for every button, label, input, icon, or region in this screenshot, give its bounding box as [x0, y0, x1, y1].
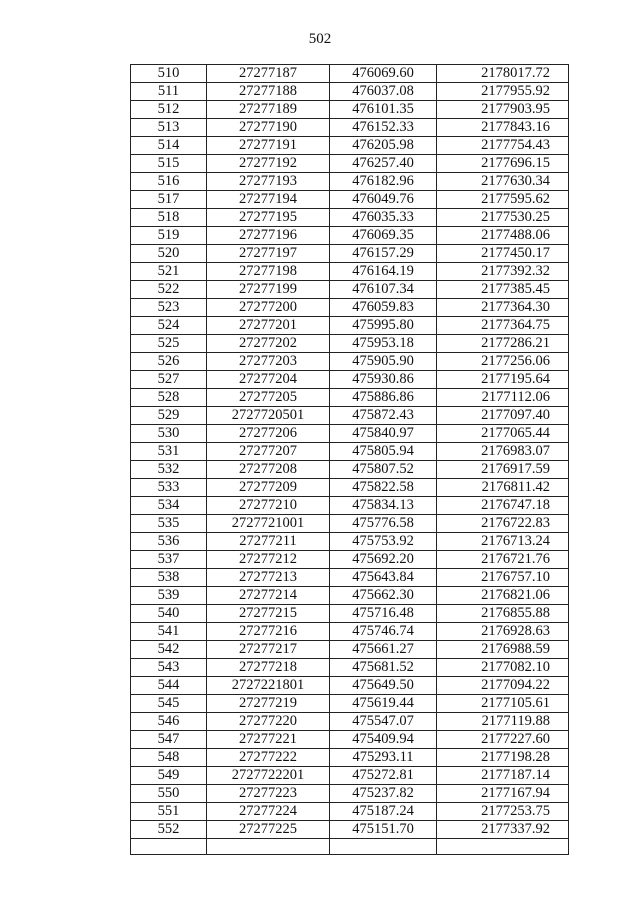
y-coordinate-cell: 2177097.40	[437, 407, 569, 425]
x-coordinate-cell: 475692.20	[330, 551, 437, 569]
x-coordinate-cell: 475834.13	[330, 497, 437, 515]
point-id-cell: 2727221801	[207, 677, 330, 695]
y-coordinate-cell: 2176722.83	[437, 515, 569, 533]
table-row	[131, 389, 569, 407]
x-coordinate-cell: 475930.86	[330, 371, 437, 389]
table-row	[131, 497, 569, 515]
empty-row	[131, 839, 569, 855]
point-number-cell: 518	[131, 209, 207, 227]
page-number: 502	[308, 31, 332, 47]
point-number-cell: 514	[131, 137, 207, 155]
point-number-cell: 550	[131, 785, 207, 803]
x-coordinate-cell: 475776.58	[330, 515, 437, 533]
point-number-cell: 540	[131, 605, 207, 623]
x-coordinate-cell: 476101.35	[330, 101, 437, 119]
table-row	[131, 533, 569, 551]
table-row	[131, 749, 569, 767]
y-coordinate-cell: 2176988.59	[437, 641, 569, 659]
y-coordinate-cell: 2177119.88	[437, 713, 569, 731]
point-id-cell: 27277197	[207, 245, 330, 263]
point-id-cell: 27277218	[207, 659, 330, 677]
coordinates-table	[130, 64, 569, 855]
point-number-cell: 541	[131, 623, 207, 641]
y-coordinate-cell: 2177167.94	[437, 785, 569, 803]
table-row	[131, 227, 569, 245]
table-row	[131, 623, 569, 641]
x-coordinate-cell: 475681.52	[330, 659, 437, 677]
point-number-cell: 512	[131, 101, 207, 119]
table-row	[131, 731, 569, 749]
table-row	[131, 335, 569, 353]
x-coordinate-cell: 475753.92	[330, 533, 437, 551]
point-number-cell: 542	[131, 641, 207, 659]
y-coordinate-cell: 2176821.06	[437, 587, 569, 605]
point-number-cell: 516	[131, 173, 207, 191]
point-number-cell: 529	[131, 407, 207, 425]
x-coordinate-cell: 476257.40	[330, 155, 437, 173]
y-coordinate-cell: 2177256.06	[437, 353, 569, 371]
y-coordinate-cell: 2176917.59	[437, 461, 569, 479]
y-coordinate-cell: 2177955.92	[437, 83, 569, 101]
point-id-cell: 27277196	[207, 227, 330, 245]
table-row	[131, 713, 569, 731]
point-number-cell: 523	[131, 299, 207, 317]
x-coordinate-cell: 475151.70	[330, 821, 437, 839]
x-coordinate-cell: 475662.30	[330, 587, 437, 605]
y-coordinate-cell: 2177364.75	[437, 317, 569, 335]
x-coordinate-cell: 476069.35	[330, 227, 437, 245]
table-row	[131, 821, 569, 839]
x-coordinate-cell: 476059.83	[330, 299, 437, 317]
point-number-cell: 543	[131, 659, 207, 677]
table-row	[131, 245, 569, 263]
point-number-cell: 531	[131, 443, 207, 461]
x-coordinate-cell: 476205.98	[330, 137, 437, 155]
point-number-cell: 537	[131, 551, 207, 569]
point-id-cell: 27277217	[207, 641, 330, 659]
point-id-cell: 27277203	[207, 353, 330, 371]
y-coordinate-cell: 2177843.16	[437, 119, 569, 137]
table-row	[131, 515, 569, 533]
point-id-cell: 27277192	[207, 155, 330, 173]
table-row	[131, 569, 569, 587]
y-coordinate-cell: 2177754.43	[437, 137, 569, 155]
empty-cell	[330, 839, 437, 855]
y-coordinate-cell: 2177198.28	[437, 749, 569, 767]
point-id-cell: 27277223	[207, 785, 330, 803]
point-number-cell: 528	[131, 389, 207, 407]
point-id-cell: 27277213	[207, 569, 330, 587]
x-coordinate-cell: 475995.80	[330, 317, 437, 335]
y-coordinate-cell: 2177903.95	[437, 101, 569, 119]
point-id-cell: 27277198	[207, 263, 330, 281]
table-row	[131, 677, 569, 695]
x-coordinate-cell: 475547.07	[330, 713, 437, 731]
y-coordinate-cell: 2177253.75	[437, 803, 569, 821]
table-row	[131, 767, 569, 785]
x-coordinate-cell: 475237.82	[330, 785, 437, 803]
point-number-cell: 513	[131, 119, 207, 137]
point-id-cell: 27277190	[207, 119, 330, 137]
point-id-cell: 27277201	[207, 317, 330, 335]
point-number-cell: 539	[131, 587, 207, 605]
point-id-cell: 27277205	[207, 389, 330, 407]
y-coordinate-cell: 2176721.76	[437, 551, 569, 569]
point-id-cell: 27277191	[207, 137, 330, 155]
y-coordinate-cell: 2177530.25	[437, 209, 569, 227]
point-id-cell: 27277219	[207, 695, 330, 713]
point-number-cell: 521	[131, 263, 207, 281]
point-number-cell: 510	[131, 65, 207, 83]
empty-cell	[437, 839, 569, 855]
y-coordinate-cell: 2176747.18	[437, 497, 569, 515]
point-id-cell: 27277220	[207, 713, 330, 731]
x-coordinate-cell: 475649.50	[330, 677, 437, 695]
point-id-cell: 27277211	[207, 533, 330, 551]
table-row	[131, 371, 569, 389]
table-row	[131, 641, 569, 659]
point-id-cell: 27277215	[207, 605, 330, 623]
point-number-cell: 544	[131, 677, 207, 695]
table-row	[131, 155, 569, 173]
table-row	[131, 281, 569, 299]
x-coordinate-cell: 476035.33	[330, 209, 437, 227]
table-row	[131, 101, 569, 119]
x-coordinate-cell: 475187.24	[330, 803, 437, 821]
point-number-cell: 527	[131, 371, 207, 389]
point-number-cell: 536	[131, 533, 207, 551]
point-id-cell: 27277193	[207, 173, 330, 191]
table-row	[131, 407, 569, 425]
table-row	[131, 659, 569, 677]
point-number-cell: 538	[131, 569, 207, 587]
y-coordinate-cell: 2176983.07	[437, 443, 569, 461]
coordinates-table-body	[131, 65, 569, 855]
point-number-cell: 530	[131, 425, 207, 443]
point-number-cell: 546	[131, 713, 207, 731]
table-row	[131, 317, 569, 335]
point-id-cell: 27277189	[207, 101, 330, 119]
x-coordinate-cell: 475293.11	[330, 749, 437, 767]
x-coordinate-cell: 476037.08	[330, 83, 437, 101]
x-coordinate-cell: 475272.81	[330, 767, 437, 785]
x-coordinate-cell: 476107.34	[330, 281, 437, 299]
point-number-cell: 511	[131, 83, 207, 101]
table-row	[131, 209, 569, 227]
y-coordinate-cell: 2177450.17	[437, 245, 569, 263]
point-id-cell: 27277188	[207, 83, 330, 101]
point-id-cell: 27277221	[207, 731, 330, 749]
x-coordinate-cell: 475746.74	[330, 623, 437, 641]
point-number-cell: 525	[131, 335, 207, 353]
x-coordinate-cell: 476049.76	[330, 191, 437, 209]
point-id-cell: 27277224	[207, 803, 330, 821]
point-number-cell: 545	[131, 695, 207, 713]
x-coordinate-cell: 475661.27	[330, 641, 437, 659]
y-coordinate-cell: 2177195.64	[437, 371, 569, 389]
x-coordinate-cell: 476182.96	[330, 173, 437, 191]
point-id-cell: 27277194	[207, 191, 330, 209]
x-coordinate-cell: 475805.94	[330, 443, 437, 461]
x-coordinate-cell: 476152.33	[330, 119, 437, 137]
y-coordinate-cell: 2177112.06	[437, 389, 569, 407]
point-number-cell: 535	[131, 515, 207, 533]
table-row	[131, 299, 569, 317]
point-number-cell: 524	[131, 317, 207, 335]
y-coordinate-cell: 2177392.32	[437, 263, 569, 281]
point-id-cell: 27277199	[207, 281, 330, 299]
point-number-cell: 551	[131, 803, 207, 821]
point-number-cell: 517	[131, 191, 207, 209]
point-id-cell: 27277200	[207, 299, 330, 317]
y-coordinate-cell: 2177286.21	[437, 335, 569, 353]
y-coordinate-cell: 2176855.88	[437, 605, 569, 623]
table-row	[131, 695, 569, 713]
y-coordinate-cell: 2177630.34	[437, 173, 569, 191]
point-number-cell: 548	[131, 749, 207, 767]
point-number-cell: 519	[131, 227, 207, 245]
table-row	[131, 173, 569, 191]
table-row	[131, 263, 569, 281]
y-coordinate-cell: 2177696.15	[437, 155, 569, 173]
table-row	[131, 65, 569, 83]
point-id-cell: 27277225	[207, 821, 330, 839]
point-number-cell: 515	[131, 155, 207, 173]
x-coordinate-cell: 475807.52	[330, 461, 437, 479]
point-number-cell: 533	[131, 479, 207, 497]
point-number-cell: 549	[131, 767, 207, 785]
y-coordinate-cell: 2176811.42	[437, 479, 569, 497]
point-id-cell: 2727722201	[207, 767, 330, 785]
point-number-cell: 520	[131, 245, 207, 263]
table-row	[131, 137, 569, 155]
empty-cell	[131, 839, 207, 855]
y-coordinate-cell: 2177385.45	[437, 281, 569, 299]
x-coordinate-cell: 475409.94	[330, 731, 437, 749]
point-id-cell: 2727721001	[207, 515, 330, 533]
x-coordinate-cell: 475872.43	[330, 407, 437, 425]
x-coordinate-cell: 476157.29	[330, 245, 437, 263]
empty-cell	[207, 839, 330, 855]
y-coordinate-cell: 2177187.14	[437, 767, 569, 785]
table-row	[131, 551, 569, 569]
x-coordinate-cell: 475822.58	[330, 479, 437, 497]
x-coordinate-cell: 475905.90	[330, 353, 437, 371]
table-row	[131, 191, 569, 209]
point-id-cell: 27277202	[207, 335, 330, 353]
y-coordinate-cell: 2176757.10	[437, 569, 569, 587]
table-row	[131, 443, 569, 461]
table-row	[131, 353, 569, 371]
x-coordinate-cell: 475886.86	[330, 389, 437, 407]
table-row	[131, 803, 569, 821]
table-row	[131, 83, 569, 101]
y-coordinate-cell: 2176713.24	[437, 533, 569, 551]
point-number-cell: 532	[131, 461, 207, 479]
y-coordinate-cell: 2177105.61	[437, 695, 569, 713]
point-id-cell: 2727720501	[207, 407, 330, 425]
x-coordinate-cell: 475619.44	[330, 695, 437, 713]
table-row	[131, 785, 569, 803]
x-coordinate-cell: 475716.48	[330, 605, 437, 623]
point-id-cell: 27277210	[207, 497, 330, 515]
x-coordinate-cell: 476069.60	[330, 65, 437, 83]
point-id-cell: 27277222	[207, 749, 330, 767]
point-id-cell: 27277208	[207, 461, 330, 479]
table-row	[131, 119, 569, 137]
y-coordinate-cell: 2177094.22	[437, 677, 569, 695]
point-id-cell: 27277214	[207, 587, 330, 605]
point-number-cell: 547	[131, 731, 207, 749]
x-coordinate-cell: 476164.19	[330, 263, 437, 281]
point-id-cell: 27277216	[207, 623, 330, 641]
y-coordinate-cell: 2177065.44	[437, 425, 569, 443]
table-row	[131, 605, 569, 623]
table-row	[131, 479, 569, 497]
y-coordinate-cell: 2178017.72	[437, 65, 569, 83]
point-id-cell: 27277206	[207, 425, 330, 443]
point-number-cell: 534	[131, 497, 207, 515]
x-coordinate-cell: 475840.97	[330, 425, 437, 443]
point-id-cell: 27277187	[207, 65, 330, 83]
y-coordinate-cell: 2177337.92	[437, 821, 569, 839]
point-id-cell: 27277207	[207, 443, 330, 461]
x-coordinate-cell: 475643.84	[330, 569, 437, 587]
table-row	[131, 425, 569, 443]
point-number-cell: 522	[131, 281, 207, 299]
y-coordinate-cell: 2177227.60	[437, 731, 569, 749]
table-row	[131, 461, 569, 479]
point-id-cell: 27277212	[207, 551, 330, 569]
table-row	[131, 587, 569, 605]
point-id-cell: 27277209	[207, 479, 330, 497]
y-coordinate-cell: 2177082.10	[437, 659, 569, 677]
point-number-cell: 526	[131, 353, 207, 371]
y-coordinate-cell: 2177595.62	[437, 191, 569, 209]
point-id-cell: 27277204	[207, 371, 330, 389]
point-id-cell: 27277195	[207, 209, 330, 227]
x-coordinate-cell: 475953.18	[330, 335, 437, 353]
point-number-cell: 552	[131, 821, 207, 839]
y-coordinate-cell: 2177364.30	[437, 299, 569, 317]
y-coordinate-cell: 2177488.06	[437, 227, 569, 245]
y-coordinate-cell: 2176928.63	[437, 623, 569, 641]
